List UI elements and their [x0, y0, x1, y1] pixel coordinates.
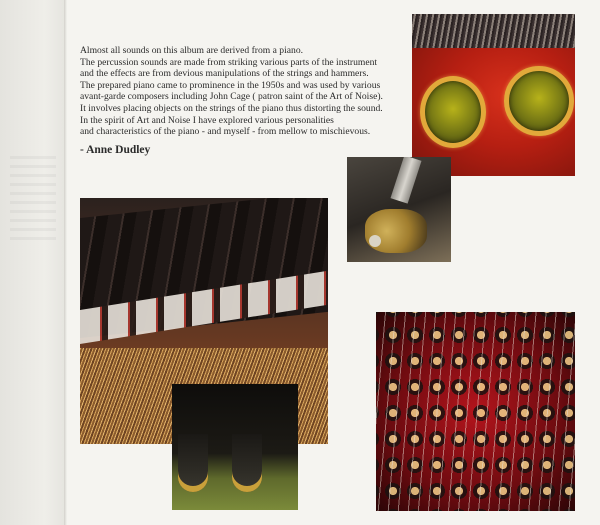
photo-piano-red-interior: [412, 14, 575, 176]
brass-ring-right: [504, 66, 574, 136]
hammer-shank: [390, 157, 421, 204]
paragraph-line: avant-garde composers including John Cage ( patron saint of the Art of Noise).: [80, 91, 383, 103]
photo-piano-hammer: [347, 157, 451, 262]
signature: - Anne Dudley: [80, 143, 151, 156]
paragraph-line: The percussion sounds are made from striking various parts of the instrument: [80, 56, 378, 68]
liner-notes: [80, 45, 410, 156]
paragraph-line: Almost all sounds on this album are derived from a piano.: [80, 45, 304, 56]
hammer-pin: [369, 235, 381, 247]
pedal-right: [232, 434, 262, 492]
paragraph-line: and characteristics of the piano - and myself - from mellow to mischievous.: [80, 126, 371, 138]
paragraph-line: and the effects are from devious manipulations of the strings and hammers.: [80, 68, 369, 80]
piano-strings-graphic: [412, 14, 575, 48]
pedal-left: [178, 434, 208, 492]
paragraph-line: The prepared piano came to prominence in the 1950s and was used by various: [80, 79, 381, 91]
brass-ring-left: [420, 76, 486, 148]
booklet-spine: [0, 0, 64, 525]
paragraph-line: It involves placing objects on the strings of the piano thus distorting the sound.: [80, 102, 383, 114]
paragraph-line: In the spirit of Art and Noise I have explored various personalities: [80, 114, 334, 126]
spine-bleed-through: [10, 150, 56, 240]
tuning-wires: [376, 312, 575, 511]
photo-piano-pedals: [172, 384, 298, 510]
liner-notes-paragraph: [80, 45, 410, 138]
photo-tuning-pins: [376, 312, 575, 511]
